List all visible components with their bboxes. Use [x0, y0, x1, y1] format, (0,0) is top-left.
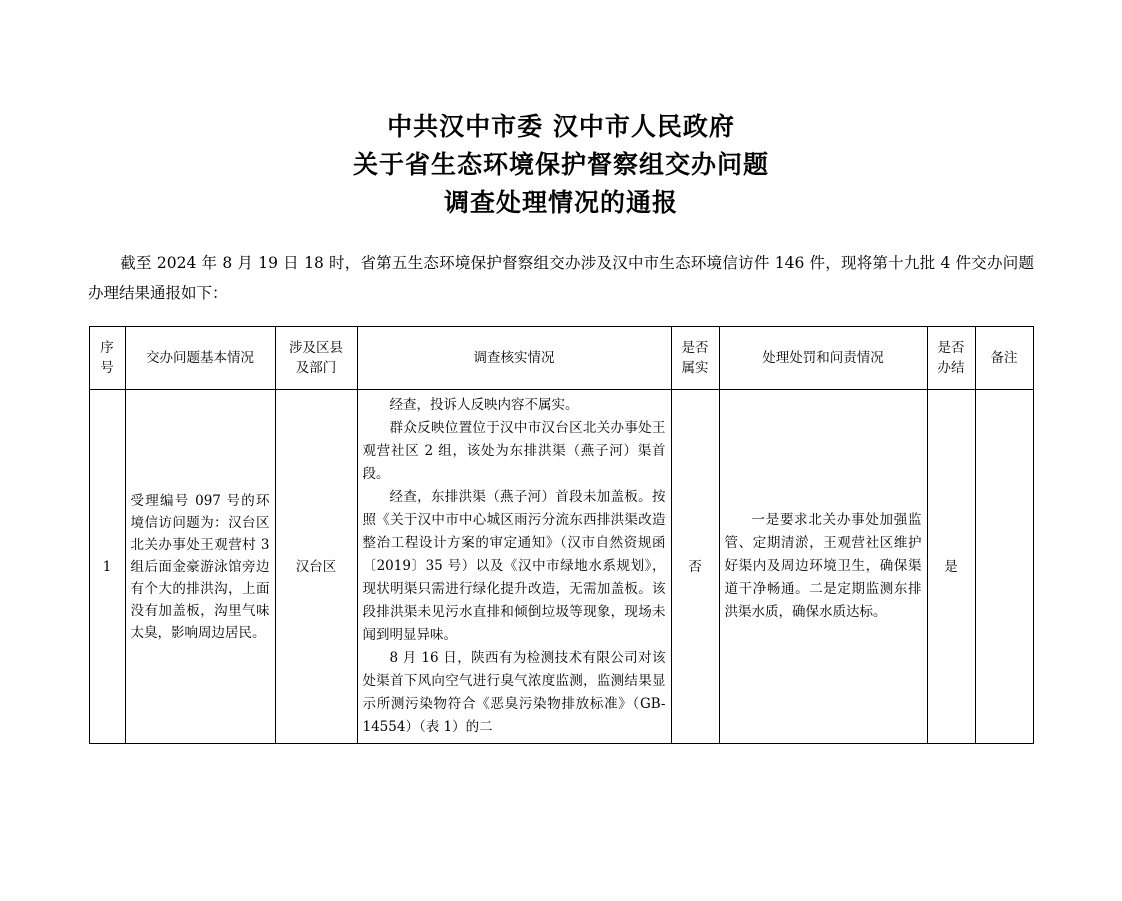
- investigation-paragraph: 经查，东排洪渠（燕子河）首段未加盖板。按照《关于汉中市中心城区雨污分流东西排洪渠改造整治工程设计方案的审定通知》（汉市自然资规函〔2019〕35 号）以及《汉中市绿地水系规划》，现状明渠只需进行绿化提升改造，无需加盖板。该段排洪渠未见污水直排和倾倒垃圾等现象，现场未闻到明显异味。: [362, 489, 666, 643]
- header-is-true-line1: 是否: [681, 340, 709, 356]
- cell-basic: 受理编号 097 号的环境信访问题为：汉台区北关办事处王观营村 3 组后面金豪游泳馆旁边有个大的排洪沟，上面没有加盖板，沟里气味太臭，影响周边居民。: [125, 390, 275, 744]
- document-title: [0, 108, 1122, 222]
- cell-remark: [975, 390, 1033, 744]
- handling-paragraph: 一是要求北关办事处加强监管、定期清淤，王观营社区维护好渠内及周边环境卫生，确保渠道干净畅通。二是定期监测东排洪渠水质，确保水质达标。: [724, 512, 922, 620]
- investigation-paragraph: 8 月 16 日，陕西有为检测技术有限公司对该处渠首下风向空气进行臭气浓度监测，监测结果显示所测污染物符合《恶臭污染物排放标准》（GB-14554）（表 1）的二: [362, 650, 666, 735]
- investigation-paragraph: 群众反映位置位于汉中市汉台区北关办事处王观营社区 2 组，该处为东排洪渠（燕子河）渠首段。: [362, 420, 666, 482]
- header-basic: 交办问题基本情况: [125, 327, 275, 390]
- title-line-1: 中共汉中市委 汉中市人民政府: [387, 112, 735, 141]
- header-is-true-line2: 属实: [681, 360, 709, 376]
- header-is-closed-line1: 是否: [937, 340, 965, 356]
- cell-dept: 汉台区: [275, 390, 357, 744]
- header-dept-line2: 及部门: [295, 360, 337, 376]
- header-dept-line1: 涉及区县: [289, 340, 343, 356]
- cell-is-closed: 是: [927, 390, 975, 744]
- header-seq: [89, 327, 125, 390]
- investigation-paragraph: 经查，投诉人反映内容不属实。: [389, 397, 579, 413]
- header-is-closed-line2: 办结: [937, 360, 965, 376]
- cell-is-true: 否: [671, 390, 719, 744]
- header-is-true: [671, 327, 719, 390]
- title-line-3: 调查处理情况的通报: [443, 188, 678, 217]
- header-handling: 处理处罚和问责情况: [719, 327, 927, 390]
- cell-handling: [719, 390, 927, 744]
- intro-text: 截至 2024 年 8 月 19 日 18 时，省第五生态环境保护督察组交办涉及汉中市生态环境信访件 146 件，现将第十九批 4 件交办问题办理结果通报如下：: [88, 254, 1034, 302]
- title-line-2: 关于省生态环境保护督察组交办问题: [352, 150, 769, 179]
- header-is-closed: [927, 327, 975, 390]
- cell-seq: 1: [89, 390, 125, 744]
- header-investigation: 调查核实情况: [357, 327, 671, 390]
- intro-paragraph: [88, 248, 1034, 308]
- header-remark: 备注: [975, 327, 1033, 390]
- table-row: [89, 390, 1033, 744]
- table-header-row: [89, 327, 1033, 390]
- header-seq-label: 序号: [100, 340, 114, 376]
- header-dept: [275, 327, 357, 390]
- report-table: [89, 326, 1034, 744]
- document-page: [0, 108, 1122, 901]
- cell-investigation: [357, 390, 671, 744]
